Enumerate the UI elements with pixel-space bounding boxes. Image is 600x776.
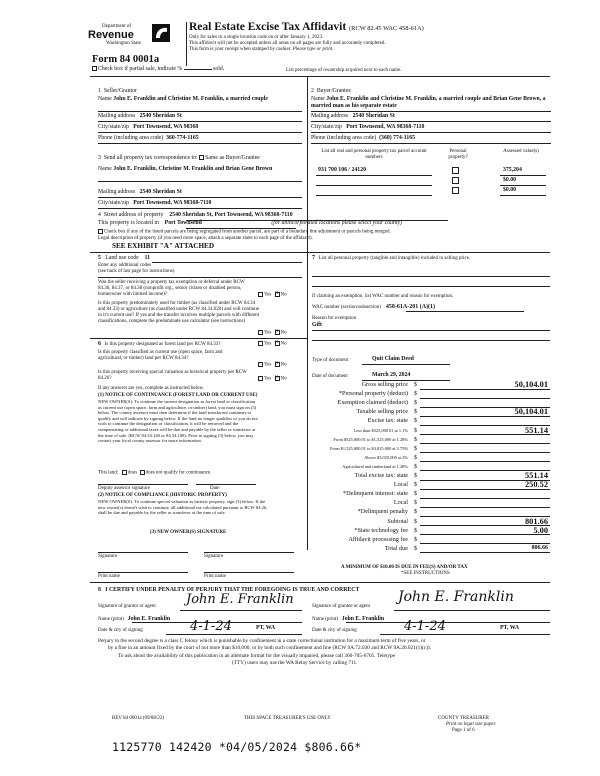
dollar-sign: $ — [414, 536, 417, 543]
does-label: does — [127, 470, 138, 476]
rule-section8 — [90, 582, 550, 583]
wac-rule — [406, 311, 524, 312]
dollar-sign: $ — [414, 382, 417, 388]
land-use-section-number: 5 — [98, 255, 101, 261]
form-revision: REV 84 0001a (09/08/22) — [112, 716, 164, 721]
correspondence-rule-2 — [98, 197, 302, 198]
buyer-mailing-row — [311, 113, 395, 120]
parcel-rule — [316, 185, 432, 186]
seller-mailing-value[interactable]: 2540 Sheridan St — [139, 113, 182, 119]
tax-row-label: Exemption claimed (deduct) — [337, 399, 408, 407]
tax-row-label: Excise tax: state — [367, 417, 408, 425]
tax-row-value[interactable]: 551.14 — [524, 425, 548, 435]
seller-name-row — [98, 96, 302, 103]
tax-row-rule — [420, 416, 550, 417]
grantee-name-value[interactable]: John E. Franklin — [341, 616, 385, 622]
yes-label: Yes — [264, 376, 272, 382]
seller-phone-label: Phone (including area code) — [98, 135, 164, 141]
reason-rule-1 — [312, 330, 550, 331]
no-label: No — [280, 292, 287, 298]
partial-sale-label: Check box if partial sale, indicate % — [98, 66, 183, 72]
does-not-checkbox[interactable] — [140, 470, 145, 475]
does-not-label: does not qualify for continuance. — [145, 470, 212, 476]
no-label: No — [280, 330, 287, 336]
dor-emblem-icon — [152, 24, 170, 42]
doc-type-rule — [362, 364, 450, 365]
parcels-col-assessed: Assessed value(s) — [503, 149, 539, 154]
tax-row-rule — [420, 489, 550, 490]
dollar-sign: $ — [414, 445, 417, 452]
yes-label: Yes — [264, 362, 272, 368]
buyer-name-value[interactable]: John E. Franklin and Christine M. Franklin, a married couple and Brian Gene Brown, a married man as his separate estate — [311, 96, 546, 109]
does-checkbox[interactable] — [122, 470, 127, 475]
dollar-sign: $ — [414, 527, 417, 534]
dept-line1: Department of — [102, 24, 132, 29]
header-note-2: This affidavit will not be accepted unless all areas on all pages are fully and accurately completed. — [189, 41, 386, 46]
new-owner-sig-rule-2 — [204, 552, 294, 553]
grantee-date-label: Date & city of signing — [312, 628, 357, 633]
dept-state: Washington State — [106, 41, 142, 46]
grantee-sig-rule — [394, 610, 550, 611]
exemption-yes-checkbox[interactable] — [258, 292, 263, 297]
historic-title: (2) NOTICE OF COMPLIANCE (HISTORIC PROPERTY) — [98, 493, 227, 498]
doc-type-value[interactable]: Quit Claim Deed — [372, 356, 414, 362]
tax-row-label: Subtotal — [387, 517, 408, 525]
correspondence-heading-row — [98, 155, 260, 162]
buyer-city-label: City/state/zip — [311, 124, 342, 130]
grantee-date[interactable]: 4-1-24 — [404, 619, 446, 634]
dollar-sign: $ — [414, 491, 417, 498]
new-owner-signature-label-2: Signature — [204, 554, 224, 559]
parcel-assessed-value[interactable]: $0.00 — [503, 177, 517, 183]
form-title-text: Real Estate Excise Tax Affidavit — [189, 21, 347, 33]
parcel-assessed-value[interactable]: 375,204 — [503, 167, 522, 173]
correspondence-name-value[interactable]: John E. Franklin, Christine M. Franklin and Brian Gene Brown — [113, 166, 273, 172]
tax-row-rule — [420, 552, 550, 553]
grantee-date-rule — [380, 634, 550, 635]
dollar-sign: $ — [414, 409, 417, 416]
seller-section-number: 1 — [98, 88, 101, 94]
historic-text: NEW OWNER(S): To continue special valuation as historic property, sign (3) below. If the new owner(s) doesn't wish to continue, all additional tax calculated pursuant to RCW 84.26, shall be due and payable by the seller or transferor at the time of sale. — [98, 499, 268, 516]
form-citation: (RCW 82.45 WAC 458-61A) — [349, 25, 424, 32]
dollar-sign: $ — [414, 473, 417, 479]
grantor-signature: John E. Franklin — [186, 592, 294, 607]
wac-row — [312, 304, 435, 311]
boundary-label: Check box if any of the listed parcels are being segregated from another parcel, are part of a boundary line adjustment or parcels being merged. — [104, 229, 391, 235]
grantee-city[interactable]: PT, WA — [500, 625, 520, 631]
seller-rule-3 — [98, 132, 302, 133]
grantee-name-label: Name (print) — [312, 617, 338, 622]
parcels-col-personal: Personal property? — [448, 149, 468, 160]
correspondence-rule-1 — [98, 181, 302, 182]
located-in-row — [98, 220, 402, 227]
forest-yes-checkbox[interactable] — [258, 341, 263, 346]
grantor-sig-rule — [180, 610, 302, 611]
new-owner-print-label-2: Print name — [204, 574, 226, 579]
doc-type-label: Type of document — [312, 358, 349, 363]
correspondence-mailing-label: Mailing address — [98, 189, 136, 195]
current-use-no-checkbox[interactable]: × — [274, 359, 279, 367]
street-value[interactable]: 2540 Sheridan St, Port Townsend, WA 98368-7110 — [169, 212, 293, 218]
seller-rule-2 — [98, 121, 302, 122]
deputy-signature-label: Deputy assessor signature — [98, 486, 150, 491]
section7-number: 7 — [312, 255, 315, 261]
dollar-sign: $ — [414, 454, 417, 461]
no-label: No — [280, 362, 287, 368]
tax-row-rule — [420, 461, 550, 462]
land-use-row — [98, 255, 150, 262]
grantee-sig-label: Signature of grantee or agent — [312, 604, 371, 609]
correspondence-section-number: 3 — [98, 155, 101, 161]
tax-row-label: From $525,000.01 to $1,525,000 at 1.28% — [333, 436, 408, 442]
tax-row-label: Less than $525,000.01 at 1.1% — [353, 427, 408, 433]
correspondence-name-row — [98, 166, 302, 173]
land-use-rule — [152, 262, 302, 263]
correspondence-heading: Send all property tax correspondence to: — [103, 155, 198, 161]
dollar-sign: $ — [414, 463, 417, 470]
seller-mailing-label: Mailing address — [98, 113, 136, 119]
yes-label: Yes — [264, 341, 272, 347]
tax-row-value[interactable]: 250.52 — [524, 480, 548, 490]
tax-row-label: Total due — [384, 544, 408, 552]
correspondence-city-row — [98, 200, 211, 207]
unincorporated-note: (for unincorporated locations please select your county) — [271, 220, 403, 226]
perjury-1: Perjury in the second degree is a class C felony which is punishable by confinement in a state correctional institution for a maximum term of five years, or — [98, 638, 426, 644]
perjury-2: by a fine in an amount fixed by the court of not more than $10,000, or by both such confinement and fine (RCW 9A.72.030 and RCW 9A.20.021(1)(c)). — [108, 645, 431, 651]
personal-property-row — [312, 255, 470, 262]
grantor-sig-label: Signature of grantor or agent — [98, 604, 156, 609]
new-owner-print-rule-2 — [204, 572, 294, 573]
continuance-title: (1) NOTICE OF CONTINUANCE (FOREST LAND OR CURRENT USE) — [98, 393, 258, 398]
additional-codes: Enter any additional codes — [98, 263, 152, 268]
seller-rule-4 — [98, 143, 302, 144]
tax-row-rule — [420, 443, 550, 444]
buyer-mailing-value[interactable]: 2540 Sheridan St — [352, 113, 395, 119]
buyer-city-row — [311, 124, 424, 131]
tax-row-value[interactable]: 5.00 — [533, 525, 548, 535]
parcel-number[interactable]: 931 700 106 / 24120 — [318, 167, 366, 173]
dollar-sign: $ — [414, 436, 417, 443]
header-note-3 — [189, 47, 333, 53]
buyer-name-row — [311, 96, 551, 110]
dept-revenue: Revenue — [88, 29, 134, 41]
correspondence-city-label: City/state/zip — [98, 200, 129, 206]
doc-date-value[interactable]: March 29, 2024 — [372, 372, 411, 378]
dollar-sign: $ — [414, 427, 417, 434]
continuance-text: NEW OWNER(S): To continue the current designation as forest land or classification as current use (open space, farm and agriculture, or timber) land, you must sign on (3) below. The county assessor must then determine if the land transferred continues to qualify and will indicate by signing below. If the land no longer qualifies or you do not wish to continue the designation or classification, it will be removed and the compensating or additional taxes will be due and payable by the seller or transferor at the time of sale. (RCW 84.33.140 or 84.34.108). Prior to signing (3) below, you may contact your local county assessor for more information. — [98, 399, 258, 444]
historic-yes-no — [258, 373, 287, 383]
grantor-city[interactable]: PT, WA — [256, 625, 276, 631]
tax-row-value[interactable]: 551.14 — [524, 471, 548, 480]
land-use-code[interactable]: 11 — [144, 255, 151, 261]
yes-label: Yes — [264, 292, 272, 298]
seller-city-label: City/state/zip — [98, 124, 129, 130]
pp-rule-2 — [312, 286, 550, 287]
accessibility-1: To ask about the availability of this publication in an alternate format for the visually impaired, please call 360-705-6705. Teletype — [118, 653, 396, 659]
dollar-sign: $ — [414, 509, 417, 516]
tax-row-label: Gross selling price — [361, 381, 408, 388]
see-exhibit: SEE EXHIBIT "A" ATTACHED — [112, 242, 215, 250]
dollar-sign: $ — [414, 500, 417, 507]
header-note-1: Only for sales in a single location code on or after January 1, 2023. — [189, 35, 324, 40]
seller-mailing-row — [98, 113, 182, 120]
correspondence-rule-3 — [98, 208, 302, 209]
forest-no-checkbox[interactable]: × — [274, 338, 279, 346]
deputy-rule — [98, 484, 188, 485]
additional-codes-note: (see back of last page for instructions) — [98, 269, 175, 274]
this-land-label: This land: — [98, 470, 119, 476]
no-label: No — [280, 341, 287, 347]
grantor-date[interactable]: 4-1-24 — [190, 619, 232, 634]
certify-heading: I CERTIFY UNDER PENALTY OF PERJURY THAT THE FOREGOING IS TRUE AND CORRECT — [105, 587, 360, 593]
legal-note: Legal description of property (if you need more space, attach a separate sheet to each page of the affidavit). — [98, 236, 313, 241]
tax-row-rule — [420, 389, 550, 390]
exemption-no-checkbox[interactable]: × — [274, 289, 279, 297]
buyer-rule-2 — [311, 121, 551, 122]
tax-row-rule — [420, 498, 550, 499]
buyer-rule-3 — [311, 132, 551, 133]
seller-rule-1 — [98, 111, 302, 112]
new-owner-print-rule-1 — [98, 572, 188, 573]
seller-city-row — [98, 124, 198, 131]
buyer-heading: Buyer/Grantee — [316, 88, 351, 94]
boundary-row — [98, 229, 391, 236]
print-legal-note: Print on legal size paper. — [446, 722, 497, 727]
accessibility-2: (TTY) users may use the WA Relay Service by calling 711. — [232, 660, 358, 666]
dollar-sign: $ — [414, 391, 417, 398]
tax-row-label: Agricultural and timberland at 1.28% — [342, 463, 408, 469]
grantor-date-rule — [166, 634, 302, 635]
buyer-name-label: Name — [311, 96, 325, 102]
parcel-value-rule — [500, 195, 546, 196]
header-note-3-italic: Please type or print. — [292, 47, 334, 52]
new-owner-signature-label-1: Signature — [98, 554, 118, 559]
tax-row-value[interactable]: 801.66 — [524, 516, 548, 526]
tax-row-rule — [420, 398, 550, 399]
rule-mid-top — [307, 76, 308, 276]
tax-row-label: *Delinquent interest: state — [343, 490, 408, 498]
correspondence-name-label: Name — [98, 166, 112, 172]
deputy-date-label: Date — [210, 486, 220, 491]
see-instructions: *SEE INSTRUCTIONS — [401, 571, 450, 576]
seller-phone-row — [98, 135, 199, 142]
seller-section — [98, 88, 137, 95]
treasurer-use-only: THIS SPACE TREASURER'S USE ONLY — [244, 716, 331, 721]
additional-rule — [98, 277, 302, 278]
tax-row-label: From $1,525,000.01 to $3,025,000 at 2.75% — [330, 445, 408, 451]
wac-label: WAC number (section/subsection) — [312, 305, 381, 310]
buyer-phone-row — [311, 135, 415, 142]
sold-label: sold. — [213, 66, 225, 72]
historic-yes-checkbox[interactable] — [258, 376, 263, 381]
header-divider — [186, 22, 187, 66]
parcel-assessed-value[interactable]: $0.00 — [503, 187, 517, 193]
form-number: Form 84 0001a — [92, 54, 160, 65]
same-as-buyer-checkbox[interactable] — [199, 155, 204, 160]
current-use-yes-no — [258, 359, 287, 369]
dollar-sign: $ — [414, 482, 417, 489]
tax-row-label: Above $3,025,000 at 3% — [364, 454, 408, 460]
header-note-3-text: This form is your receipt when stamped by cashier. — [189, 47, 292, 52]
tax-row-label: Local — [393, 481, 408, 489]
grantee-signature: John E. Franklin — [398, 589, 514, 605]
no-label: No — [280, 376, 287, 382]
partial-sale-percent-field[interactable] — [184, 69, 212, 70]
tax-row-value[interactable]: 50,104.01 — [514, 380, 548, 389]
buyer-section-number: 2 — [311, 88, 314, 94]
located-in-label: This property is located in — [98, 220, 159, 226]
grantor-name-value[interactable]: John E. Franklin — [127, 616, 171, 622]
tax-row-label: Taxable selling price — [356, 408, 408, 416]
boundary-checkbox[interactable] — [98, 229, 103, 234]
land-use-label: Land use code — [105, 255, 139, 261]
wac-value[interactable]: 458-61A-201 (A)(1) — [385, 304, 436, 310]
personal-property-text: List all personal property (tangible and intangible) included in selling price. — [318, 256, 471, 261]
street-row — [98, 212, 293, 219]
page-number: Page 1 of 6 — [452, 728, 475, 733]
ownership-note: List percentage of ownership acquired next to each name. — [286, 68, 402, 73]
timber-yes-no — [258, 327, 287, 337]
rule-section5 — [90, 252, 550, 253]
dollar-sign: $ — [414, 545, 417, 552]
grantee-name-rule — [346, 622, 550, 623]
timber-question: Is this property predominately used for timber (as classified under RCW 84.34 and 84.33) or agriculture (as classified under RCW 84.34.020) and will continue in it's current use? If yes and the transfer involves multiple parcels with different classifications, complete the predominate use calculator (see instructions) — [98, 301, 260, 324]
correspondence-mailing-value[interactable]: 2540 Sheridan St — [139, 189, 182, 195]
form-title — [189, 21, 424, 34]
buyer-rule-1 — [311, 111, 551, 112]
tax-row-value[interactable]: 806.66 — [531, 544, 548, 551]
grantor-name-label: Name (print) — [98, 617, 124, 622]
same-as-buyer-label: Same as Buyer/Grantee — [205, 155, 260, 161]
personal-property-checkbox[interactable] — [452, 187, 459, 194]
grantor-date-label: Date & city of signing — [98, 628, 143, 633]
tax-row-rule — [420, 452, 550, 453]
partial-sale-checkbox[interactable] — [92, 66, 97, 71]
located-in-value[interactable]: Port Townsend — [164, 220, 202, 226]
partial-sale-row — [92, 66, 224, 73]
timber-no-checkbox[interactable]: × — [274, 327, 279, 335]
deputy-date-rule — [196, 484, 256, 485]
certify-section-number: 8 — [98, 587, 101, 593]
parcels-col-numbers: List all real and personal property tax parcel account numbers — [321, 149, 427, 160]
reason-label: Reason for exemption — [312, 316, 357, 321]
new-owner-signature-title: (3) NEW OWNER(S) SIGNATURE — [150, 530, 227, 535]
yes-label: Yes — [264, 330, 272, 336]
forest-yes-no — [258, 338, 287, 348]
dollar-sign: $ — [414, 400, 417, 407]
county-treasurer: COUNTY TREASURER — [438, 716, 489, 721]
parcel-value-rule — [500, 175, 546, 176]
forest-question-row — [98, 341, 220, 348]
personal-property-checkbox[interactable] — [452, 177, 459, 184]
minimum-due-note: A MINIMUM OF $10.00 IS DUE IN FEE(S) AND/OR TAX — [341, 565, 468, 570]
rule-top — [90, 76, 550, 77]
new-owner-sig-rule-1 — [98, 552, 188, 553]
location-section-number: 4 — [98, 212, 101, 218]
new-owner-print-label-1: Print name — [98, 574, 120, 579]
tax-row-label: Local — [393, 499, 408, 507]
this-land-row — [98, 470, 212, 477]
forest-question: Is this property designated as forest land per RCW 84.33? — [104, 342, 221, 347]
street-label: Street address of property — [103, 212, 164, 218]
exemption-yes-no — [258, 289, 287, 299]
doc-date-label: Date of document — [312, 374, 348, 379]
parcel-rule — [316, 175, 432, 176]
section6-number: 6 — [98, 341, 101, 347]
reason-rule-2 — [312, 340, 550, 341]
tax-row-rule — [420, 434, 550, 435]
reason-value[interactable]: Gift — [312, 322, 322, 328]
tax-row-label: *Personal property (deduct) — [338, 390, 408, 398]
treasurer-stamp: 1125770 142420 *04/05/2024 $806.66* — [112, 740, 362, 754]
seller-name-value[interactable]: John E. Franklin and Christine M. Franklin, a married couple — [113, 96, 268, 102]
current-use-question: Is this property classified as current use (open space, farm and agricultural, or timber) land per RCW 84.34? — [98, 350, 223, 361]
buyer-section — [311, 88, 351, 95]
tax-row-rule — [420, 534, 550, 535]
correspondence-mailing-row — [98, 189, 182, 196]
buyer-phone-value[interactable]: (360) 774-1165 — [379, 135, 416, 141]
if-yes-note: If any answers are yes, complete as instructed below. — [98, 386, 205, 391]
dollar-sign: $ — [414, 418, 417, 425]
tax-row-label: *State technology fee — [354, 526, 408, 534]
parcel-value-rule — [500, 185, 546, 186]
tax-row-label: Affidavit processing fee — [348, 535, 408, 543]
dollar-sign: $ — [414, 518, 417, 525]
parcel-rule — [316, 195, 432, 196]
buyer-rule-4 — [311, 143, 551, 144]
buyer-phone-label: Phone (including area code) — [311, 135, 377, 141]
historic-no-checkbox[interactable]: × — [274, 373, 279, 381]
buyer-city-value[interactable]: Port Townsend, WA 98368-7110 — [346, 124, 425, 130]
seller-phone-value[interactable]: 360-774-1165 — [166, 135, 199, 141]
historic-question: Is this property receiving special valuation as historical property per RCW 84.26? — [98, 370, 247, 381]
personal-property-checkbox[interactable] — [452, 167, 459, 174]
tax-row-label: *Delinquent penalty — [357, 508, 408, 516]
seller-name-label: Name — [98, 96, 112, 102]
tax-row-value[interactable]: 50,104.01 — [514, 407, 548, 417]
current-use-yes-checkbox[interactable] — [258, 362, 263, 367]
timber-yes-checkbox[interactable] — [258, 330, 263, 335]
seller-heading: Seller/Grantor — [103, 88, 137, 94]
seller-city-value[interactable]: Port Townsend, WA 98368 — [133, 124, 199, 130]
tax-row-rule — [420, 507, 550, 508]
buyer-mailing-label: Mailing address — [311, 113, 349, 119]
tax-row-label: Total excise tax: state — [354, 472, 408, 479]
dor-logo — [88, 24, 184, 54]
correspondence-city-value[interactable]: Port Townsend, WA 98368-7110 — [133, 200, 212, 206]
pp-rule-1 — [312, 276, 550, 277]
exemption-wac-question: If claiming an exemption, list WAC number and reason for exemption. — [312, 294, 454, 299]
exemption-question: Was the seller receiving a property tax exemption or deferral under RCW 84.36, 84.37, or 84.38 (nonprofit org., senior citizen or disabled person, homeowner with limited income)? — [98, 280, 245, 297]
